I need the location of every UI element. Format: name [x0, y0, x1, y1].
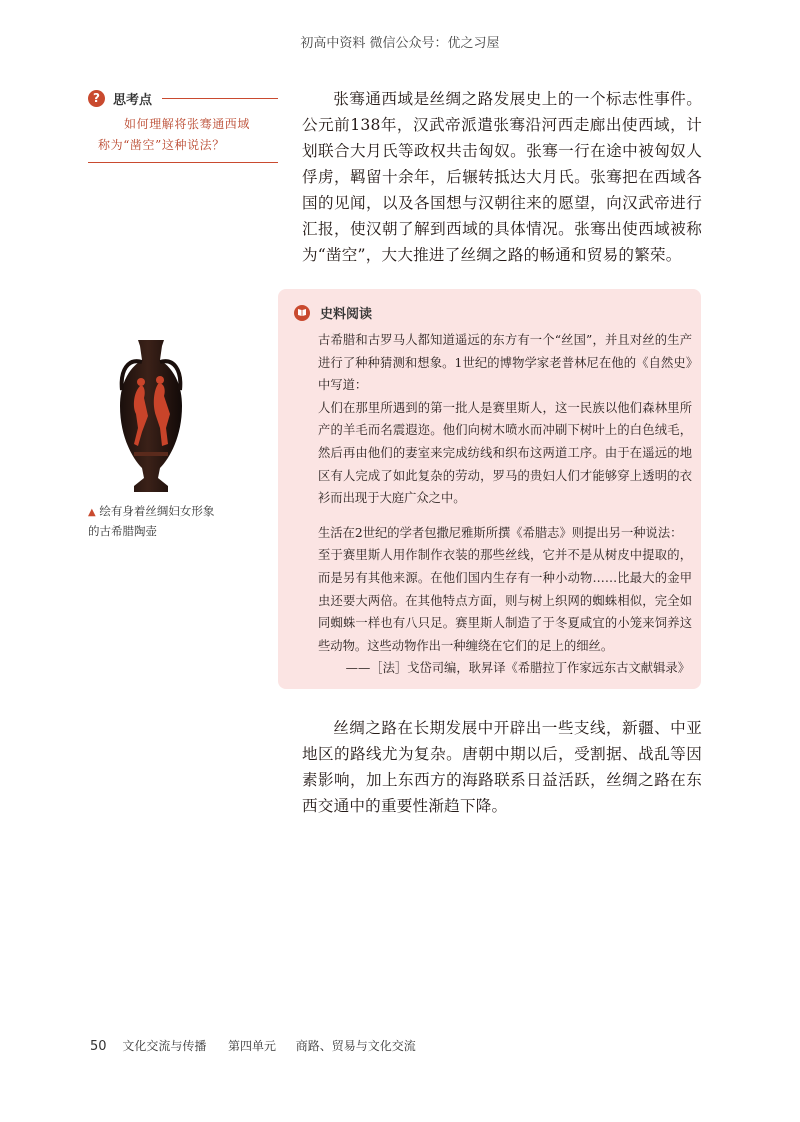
footer-book: 文化交流与传播 [122, 1039, 207, 1053]
main-paragraph-1 [302, 86, 702, 268]
reading-title: 史料阅读 [320, 307, 373, 322]
think-header [88, 88, 278, 108]
source-reading-box [278, 289, 701, 689]
main-paragraph-2-text: 丝绸之路在长期发展中开辟出一些支线，新疆、中亚地区的路线尤为复杂。唐朝中期以后，受割据、战乱等因素影响，加上东西方的海路联系日益活跃，丝绸之路在东西交通中的重要性渐趋下降。 [302, 719, 702, 815]
caption-line1: 绘有身着丝绸妇女形象 [99, 504, 215, 518]
think-question-line1: 如何理解将张骞通西域 [124, 117, 251, 131]
page-header: 初高中资料 微信公众号：优之习屋 [300, 36, 500, 51]
reading-quote-1: 人们在那里所遇到的第一批人是赛里斯人，这一民族以他们森林里所产的羊毛而名震遐迩。他们向树木喷水而冲刷下树叶上的白色绒毛，然后再由他们的妻室来完成纺线和织布这两道工序。由于在遥远的地区有人完成了如此复杂的劳动，罗马的贵妇人们才能够穿上透明的衣衫而出现于大庭广众之中。 [318, 400, 692, 506]
caption-marker: ▲ [88, 507, 96, 518]
think-box [88, 88, 278, 163]
think-bottom-divider [88, 162, 278, 163]
page-number: 50 [90, 1039, 107, 1054]
think-question [88, 114, 278, 156]
think-question-line2: 称为“凿空”这种说法？ [98, 138, 225, 152]
think-divider [162, 98, 278, 99]
reading-quote-2: 至于赛里斯人用作制作衣装的那些丝线，它并不是从树皮中提取的，而是另有其他来源。在他们国内生存有一种小动物……比最大的金甲虫还要大两倍。在其他特点方面，则与树上织网的蜘蛛相似，完全如同蜘蛛一样也有八只足。赛里斯人制造了于冬夏咸宜的小笼来饲养这些动物。这些动物作出一种缠绕在它们的足上的细丝。 [318, 548, 692, 653]
footer-unit-title: 商路、贸易与文化交流 [295, 1039, 416, 1053]
think-title: 思考点 [113, 92, 153, 108]
figure-caption [88, 502, 268, 540]
footer-unit: 第四单元 [228, 1039, 277, 1053]
reading-header [294, 303, 372, 322]
reading-intro-1: 古希腊和古罗马人都知道遥远的东方有一个“丝国”，并且对丝的生产进行了种种猜测和想象。1世纪的博物学家老普林尼在他的《自然史》中写道： [318, 333, 692, 393]
caption-line2: 的古希腊陶壶 [88, 524, 157, 538]
greek-vase-image [108, 336, 194, 494]
reading-intro-2: 生活在2世纪的学者包撒尼雅斯所撰《希腊志》则提出另一种说法： [318, 525, 683, 540]
reading-body [292, 329, 692, 680]
page-footer [90, 1037, 416, 1054]
book-icon [294, 305, 310, 321]
reading-source: ——［法］戈岱司编，耿昇译《希腊拉丁作家远东古文献辑录》 [345, 661, 690, 676]
main-paragraph-1-text: 张骞通西域是丝绸之路发展史上的一个标志性事件。公元前138年，汉武帝派遣张骞沿河西走廊出使西域，计划联合大月氏等政权共击匈奴。张骞一行在途中被匈奴人俘虏，羁留十余年，后辗转抵达大月氏。张骞把在西域各国的见闻，以及各国想与汉朝往来的愿望，向汉武帝进行汇报，使汉朝了解到西域的具体情况。张骞出使西域被称为“凿空”，大大推进了丝绸之路的畅通和贸易的繁荣。 [302, 90, 702, 264]
question-icon: ? [88, 90, 105, 107]
main-paragraph-2 [302, 715, 702, 819]
